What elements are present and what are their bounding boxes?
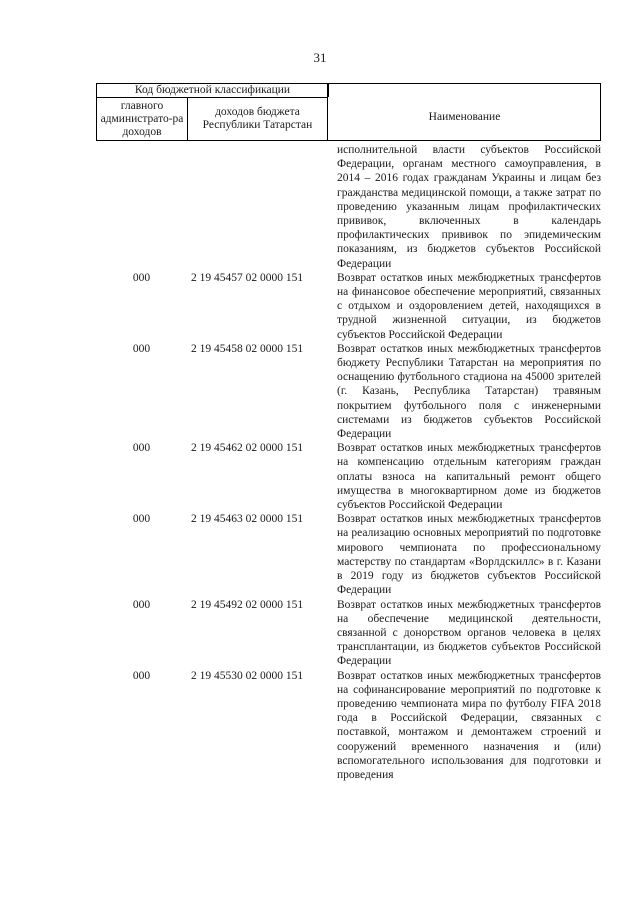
row-code: 2 19 45462 02 0000 151 bbox=[191, 442, 304, 455]
row-code: 2 19 45463 02 0000 151 bbox=[191, 513, 304, 526]
table-row bbox=[96, 441, 606, 512]
row-code: 2 19 45457 02 0000 151 bbox=[191, 271, 304, 284]
row-name: Возврат остатков иных межбюджетных трансфертов на финансовое обеспечение мероприятий, связанных с отдыхом и оздоровлением детей, находящихся в трудной жизненной ситуации, из бюджетов субъектов Российской Федерации bbox=[337, 271, 601, 341]
row-admin: 000 bbox=[132, 669, 151, 682]
row-admin: 000 bbox=[132, 342, 151, 355]
row-code: 2 19 45530 02 0000 151 bbox=[191, 669, 304, 682]
row-admin: 000 bbox=[132, 442, 151, 455]
row-admin: 000 bbox=[132, 271, 151, 284]
row-name: Возврат остатков иных межбюджетных трансфертов на обеспечение медицинской деятельности, связанной с донорством органов человека в целях трансплантации, из бюджетов субъектов Российской Федерации bbox=[337, 598, 601, 668]
row-name: Возврат остатков иных межбюджетных трансфертов на софинансирование мероприятий по подготовке к проведению чемпионата мира по футболу FIFA 2018 года в Российской Федерации, связанных с поставкой, монтажом и демонтажем строений и сооружений временного назначения и (или) вспомогательного использования для подготовки и проведения bbox=[337, 669, 601, 781]
header-col-name: Наименование bbox=[428, 111, 501, 123]
page-number: 31 bbox=[313, 50, 327, 65]
header-group-label: Код бюджетной классификации bbox=[96, 83, 329, 97]
row-name: исполнительной власти субъектов Российской Федерации, органам местного самоуправления, в 2014 – 2016 годах гражданам Украины и лицам без гражданства медицинской помощи, а также затрат по проведению указанным лицам профилактических прививок, включенных в календарь профилактических прививок по эпидемическим показаниям, из бюджетов субъектов Российской Федерации bbox=[337, 144, 601, 270]
row-admin: 000 bbox=[132, 513, 151, 526]
header-col-admin: главного администрато-ра доходов bbox=[100, 100, 184, 138]
row-code bbox=[187, 143, 333, 271]
table-row bbox=[96, 598, 606, 669]
row-code: 2 19 45492 02 0000 151 bbox=[191, 598, 304, 611]
row-name: Возврат остатков иных межбюджетных трансфертов на компенсацию отдельным категориям граждан оплаты взноса на капитальный ремонт общего имущества в многоквартирном доме из бюджетов субъектов Российской Федерации bbox=[337, 442, 601, 512]
row-admin bbox=[96, 143, 187, 271]
row-code: 2 19 45458 02 0000 151 bbox=[191, 342, 304, 355]
row-admin: 000 bbox=[132, 598, 151, 611]
table-row bbox=[96, 512, 606, 597]
table-row bbox=[96, 271, 606, 342]
table-row bbox=[96, 143, 606, 271]
header-col-code: доходов бюджета Республики Татарстан bbox=[202, 106, 313, 131]
table-row bbox=[96, 669, 606, 783]
table-row bbox=[96, 342, 606, 441]
table-body bbox=[96, 143, 606, 782]
row-name: Возврат остатков иных межбюджетных трансфертов бюджету Республики Татарстан на мероприятия по оснащению футбольного стадиона на 45000 зрителей (г. Казань, Республика Татарстан) травяным покрытием футбольного поля с инженерными системами из бюджетов субъектов Российской Федерации bbox=[337, 342, 601, 441]
header-divider bbox=[96, 97, 327, 98]
row-name: Возврат остатков иных межбюджетных трансфертов на реализацию основных мероприятий по подготовке мирового чемпионата по профессиональному мастерству по стандартам «Ворлдскиллс» в г. Казани в 2019 году из бюджетов субъектов Российской Федерации bbox=[337, 513, 601, 597]
